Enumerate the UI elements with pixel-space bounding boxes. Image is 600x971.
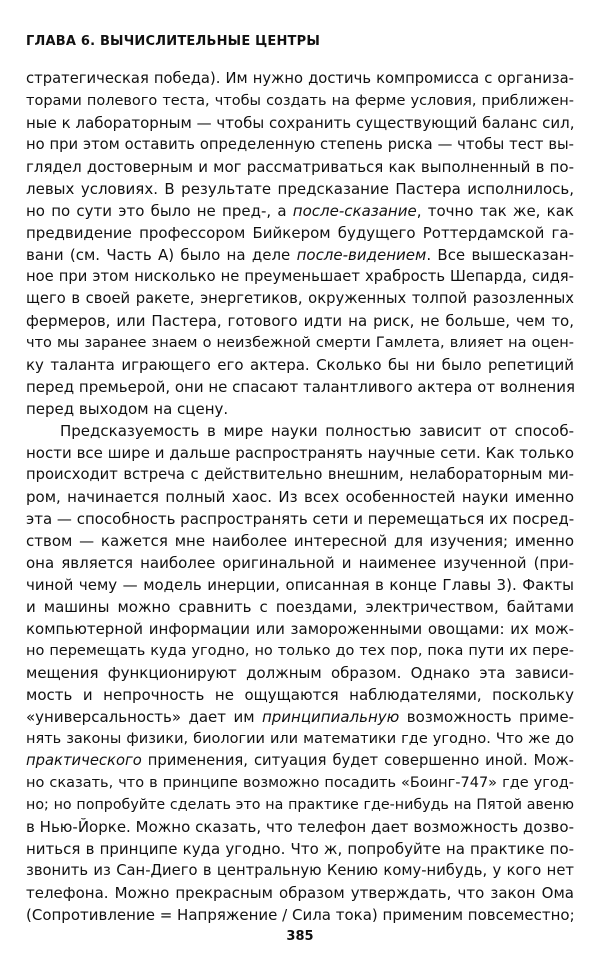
text-line: ниться в принципе куда угодно. Что ж, попробуйте на практике по-: [26, 840, 574, 858]
text-line: она является наиболее оригинальной и наименее изученной (при-: [26, 554, 574, 572]
text-line: практического применения, ситуация будет совершенно иной. Мож-: [26, 752, 574, 769]
emphasis: после-видением: [296, 246, 427, 264]
text-line: ством — кажется мне наиболее интересной для изучения; именно: [26, 532, 574, 550]
text-line: что мы заранее знаем о неизбежной смерти Гамлета, влияет на оцен-: [26, 335, 574, 351]
text-line: (Сопротивление = Напряжение / Сила тока) применим повсеместно;: [26, 906, 575, 924]
text-line: перед премьерой, они не спасают талантливого актера от волнения: [26, 378, 576, 396]
text-line: предвидение профессором Бийкером будущего Роттердамской га-: [26, 224, 574, 242]
text-line: телефона. Можно прекрасным образом утверждать, что закон Ома: [26, 884, 574, 902]
text-line: чиной чему — модель инерции, описанная в конце Главы 3). Факты: [26, 576, 574, 594]
chapter-header: ГЛАВА 6. ВЫЧИСЛИТЕЛЬНЫЕ ЦЕНТРЫ: [26, 34, 321, 49]
text-line: вани (см. Часть А) было на деле после-видением. Все вышесказан-: [26, 246, 574, 264]
paragraph-1: [26, 68, 574, 420]
text-line: ности все шире и дальше распространять научные сети. Как только: [26, 444, 574, 462]
text-line: Предсказуемость в мире науки полностью зависит от способ-: [60, 422, 574, 440]
emphasis: принципиальную: [261, 708, 400, 726]
text-line: компьютерной информации или замороженными овощами: их мож-: [26, 620, 574, 638]
text-line: левых условиях. В результате предсказание Пастера исполнилось,: [26, 180, 574, 198]
text-line: и машины можно сравнить с поездами, электричеством, байтами: [26, 598, 574, 616]
emphasis: практического: [26, 752, 142, 769]
text-line: но по сути это было не пред-, а после-сказание, точно так же, как: [26, 202, 574, 220]
page-number: 385: [286, 929, 314, 944]
body-text: [26, 68, 574, 926]
text-line: но при этом оставить определенную степень риска — чтобы тест вы-: [26, 136, 574, 153]
text-line: но; но попробуйте сделать это на практике где-нибудь на Пятой авеню: [26, 797, 574, 813]
text-line: в Нью-Йорке. Можно сказать, что телефон дает возможность дозво-: [26, 818, 574, 836]
text-line: стратегическая победа). Им нужно достичь компромисса с организа-: [26, 70, 574, 87]
emphasis: после-сказание: [292, 202, 417, 220]
text-line: ное при этом нисколько не преуменьшает храбрость Шепарда, сидя-: [26, 268, 574, 285]
text-line: но перемещать куда угодно, но только до тех пор, пока пути их пере-: [26, 643, 574, 659]
text-line: глядел достоверным и мог рассматриваться как выполненный в по-: [26, 158, 574, 176]
text-line: звонить из Сан-Диего в центральную Кению кому-нибудь, у кого нет: [26, 862, 574, 879]
text-line: торами полевого теста, чтобы создать на ферме условия, приближен-: [26, 93, 574, 109]
text-line: мость и непрочность не ощущаются наблюдателями, поскольку: [26, 686, 574, 704]
paragraph-2: [26, 420, 574, 926]
text-line: «универсальность» дает им принципиальную возможность приме-: [26, 708, 575, 726]
text-line: ку таланта играющего его актера. Сколько бы ни было репетиций: [26, 356, 574, 374]
text-line: но сказать, что в принципе возможно посадить «Боинг-747» где угод-: [26, 775, 574, 791]
text-line: ром, начинается полный хаос. Из всех особенностей науки именно: [26, 488, 574, 506]
text-line: щего в своей ракете, энергетиков, окруженных толпой разозленных: [26, 290, 574, 307]
text-line: нять законы физики, биологии или математики где угодно. Что же до: [26, 731, 574, 747]
text-line: ные к лабораторным — чтобы сохранить существующий баланс сил,: [26, 114, 575, 132]
text-line: фермеров, или Пастера, готового идти на риск, не больше, чем то,: [26, 312, 574, 330]
text-line: происходит встреча с действительно внешним, нелабораторным ми-: [26, 466, 574, 483]
text-line: перед выходом на сцену.: [26, 400, 229, 418]
text-line: эта — способность распространять сети и перемещаться их посред-: [26, 510, 575, 528]
text-line: мещения функционируют должным образом. Однако эта зависи-: [26, 664, 574, 682]
